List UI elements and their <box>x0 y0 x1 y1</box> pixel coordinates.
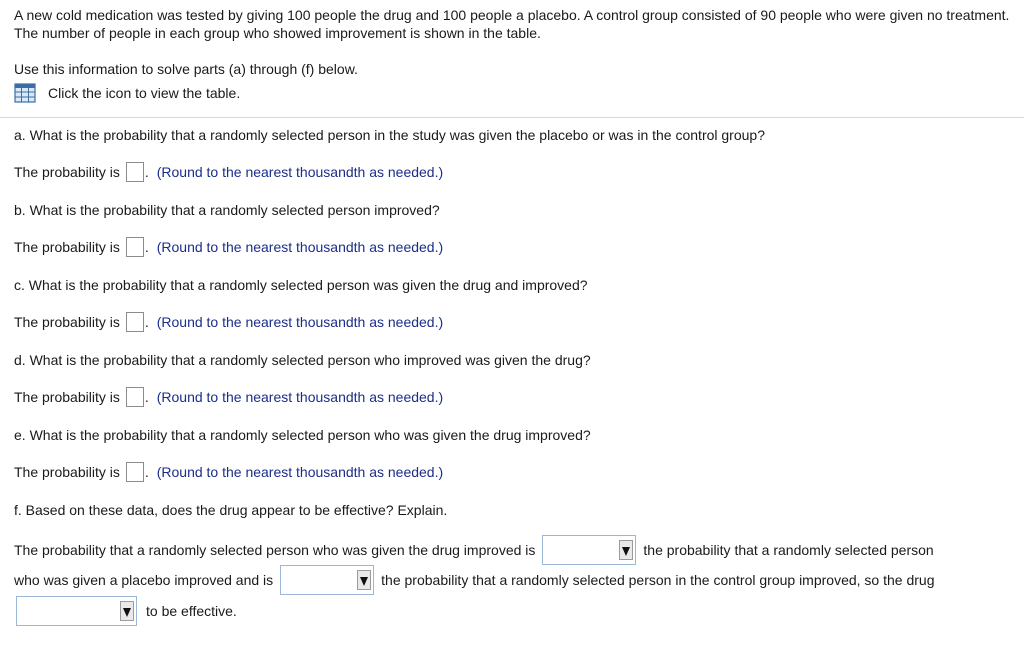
chevron-down-icon[interactable] <box>357 570 371 590</box>
part-f-line-1 <box>14 535 934 565</box>
answer-row-b: The probability is . (Round to the nearest thousandth as needed.) <box>14 239 444 255</box>
answer-row-c: The probability is . (Round to the nearest thousandth as needed.) <box>14 314 444 330</box>
answer-input-d[interactable] <box>126 387 144 407</box>
answer-input-b[interactable] <box>126 237 144 257</box>
answer-prefix: The probability is <box>14 164 120 180</box>
answer-input-e[interactable] <box>126 462 144 482</box>
question-e: e. What is the probability that a randomly selected person who was given the drug improved? <box>14 427 591 443</box>
part-f-text: the probability that a randomly selected person <box>643 542 934 558</box>
answer-row-a: The probability is . (Round to the nearest thousandth as needed.) <box>14 164 444 180</box>
rounding-hint: (Round to the nearest thousandth as needed.) <box>156 239 444 255</box>
part-f-text: The probability that a randomly selected person who was given the drug improved is <box>14 542 536 558</box>
table-icon[interactable] <box>14 83 36 103</box>
chevron-down-icon[interactable] <box>619 540 633 560</box>
question-c: c. What is the probability that a randomly selected person was given the drug and improved? <box>14 277 588 293</box>
question-f: f. Based on these data, does the drug appear to be effective? Explain. <box>14 502 448 518</box>
question-b: b. What is the probability that a randomly selected person improved? <box>14 202 440 218</box>
question-d: d. What is the probability that a randomly selected person who improved was given the drug? <box>14 352 591 368</box>
answer-prefix: The probability is <box>14 314 120 330</box>
view-table-label[interactable]: Click the icon to view the table. <box>48 85 241 101</box>
answer-prefix: The probability is <box>14 239 120 255</box>
comparison-dropdown-1[interactable] <box>542 535 636 565</box>
answer-prefix: The probability is <box>14 389 120 405</box>
rounding-hint: (Round to the nearest thousandth as needed.) <box>156 389 444 405</box>
answer-row-d: The probability is . (Round to the nearest thousandth as needed.) <box>14 389 444 405</box>
rounding-hint: (Round to the nearest thousandth as needed.) <box>156 314 444 330</box>
part-f-text: to be effective. <box>146 603 237 619</box>
problem-statement: A new cold medication was tested by giving 100 people the drug and 100 people a placebo. A control group consisted of 90 people who were given no treatment. The number of people in each group who showed improvement is shown in the table. <box>14 7 1010 41</box>
rounding-hint: (Round to the nearest thousandth as needed.) <box>156 164 444 180</box>
part-f-line-3 <box>16 596 237 626</box>
effectiveness-dropdown[interactable] <box>16 596 137 626</box>
part-f-text: the probability that a randomly selected person in the control group improved, so the drug <box>381 572 935 588</box>
answer-row-e: The probability is . (Round to the nearest thousandth as needed.) <box>14 464 444 480</box>
comparison-dropdown-2[interactable] <box>280 565 374 595</box>
answer-prefix: The probability is <box>14 464 120 480</box>
rounding-hint: (Round to the nearest thousandth as needed.) <box>156 464 444 480</box>
view-table-link[interactable] <box>14 83 240 103</box>
part-f-line-2 <box>14 565 934 595</box>
question-a: a. What is the probability that a randomly selected person in the study was given the placebo or was in the control group? <box>14 127 765 143</box>
divider <box>0 117 1024 118</box>
instruction-text: Use this information to solve parts (a) through (f) below. <box>14 61 358 77</box>
part-f-text: who was given a placebo improved and is <box>14 572 274 588</box>
answer-input-c[interactable] <box>126 312 144 332</box>
chevron-down-icon[interactable] <box>120 601 134 621</box>
answer-input-a[interactable] <box>126 162 144 182</box>
